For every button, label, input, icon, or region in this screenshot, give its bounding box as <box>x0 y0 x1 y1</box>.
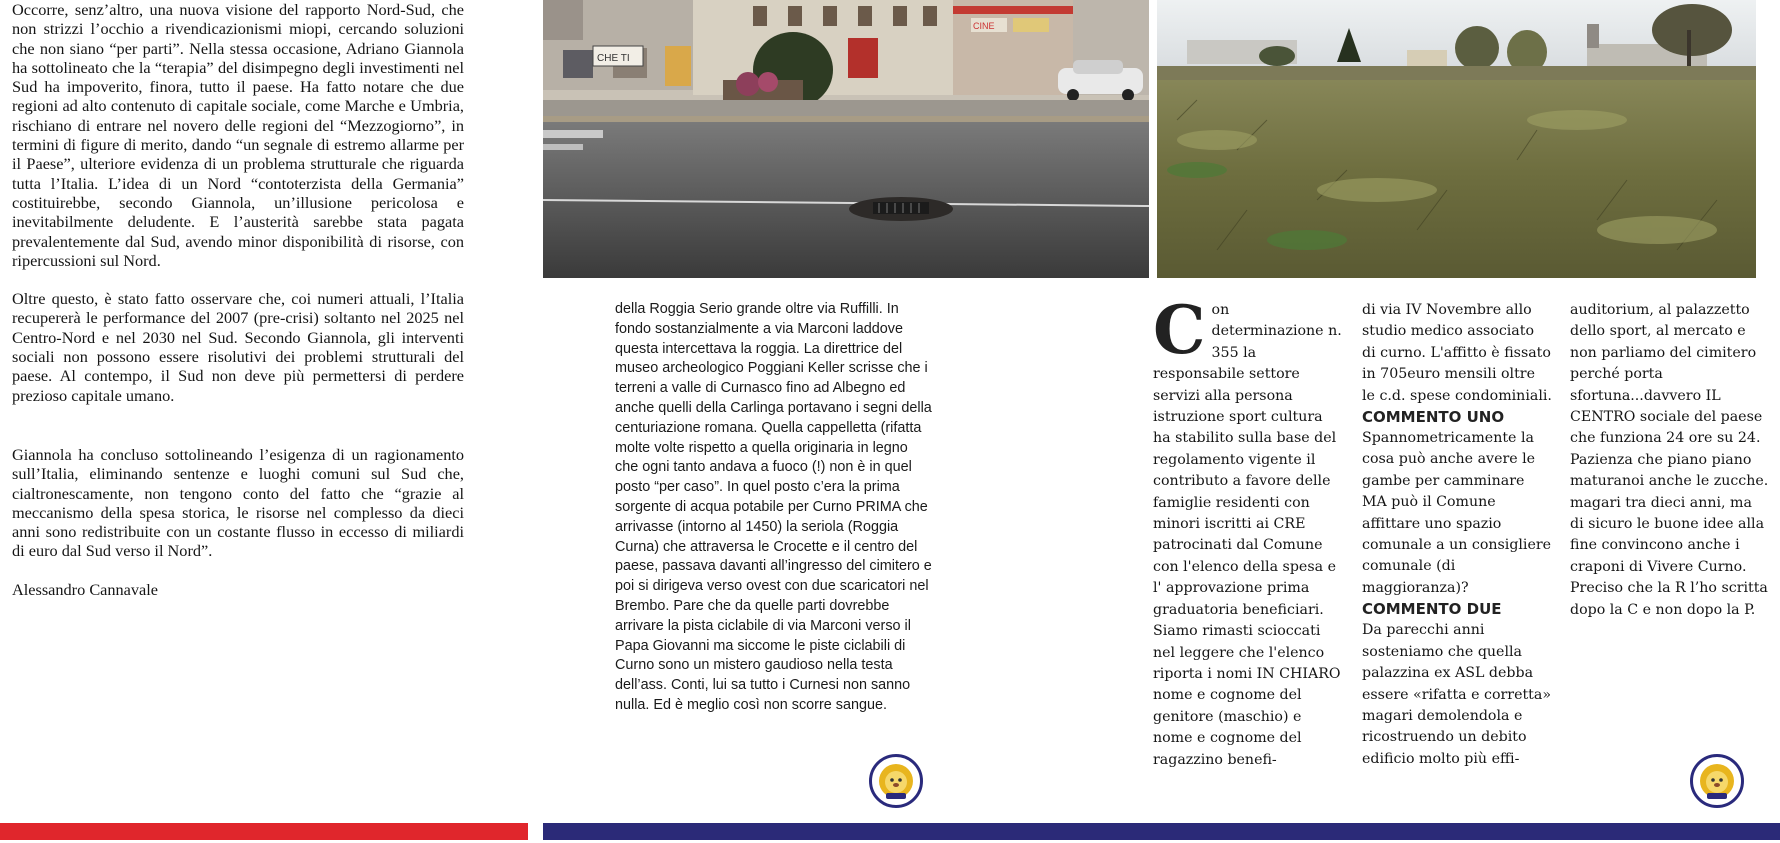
paragraph: Siamo rimasti scioccati nel leggere che l'elenco riporta i nomi IN CHIARO nome e cognome del genitore (maschio) e nome e cognome del ragazzino benefi- <box>1153 623 1341 768</box>
drop-cap: C <box>1153 291 1206 369</box>
paragraph: on determinazione n. 355 la responsabile settore servizi alla persona istruzione sport cultura ha stabilito sulla base del regolamento vigente il contributo a favore delle famiglie residenti con minori iscritti ai CRE patrocinati dal Comune con l'elenco della spesa e l' approvazione prima graduatoria beneficiari. <box>1153 302 1342 618</box>
article-column-4 <box>1362 300 1552 770</box>
field-photo <box>1157 0 1756 278</box>
paragraph: auditorium, al palazzetto dello sport, al mercato e non parliamo del cimitero perché porta sfortuna...davvero IL CENTRO sociale del paese che funziona 24 ore su 24. Pazienza che piano piano maturanoi anche le zucche. magari tra dieci anni, ma di sicuro le buone idee alla fine convincono anche i craponi di Vivere Curno. Preciso che la R l’ho scritta dopo la C e non dopo la P. <box>1570 302 1769 618</box>
section-heading: COMMENTO DUE <box>1362 600 1502 619</box>
author-signature: Alessandro Cannavale <box>12 579 159 599</box>
article-column-2 <box>615 300 933 716</box>
paragraph: Da parecchi anni sosteniamo che quella palazzina ex ASL debba essere «rifatta e corretta» magari demolendola e ricostruendo un debito edificio molto più effi- <box>1362 622 1552 767</box>
paragraph: di via IV Novembre allo studio medico associato di curno. L'affitto è fissato in 705euro mensili oltre le c.d. spese condominiali. <box>1362 302 1552 404</box>
footer-bar-blue <box>543 823 1780 840</box>
paragraph: Giannola ha concluso sottolineando l’esigenza di un ragionamento sull’Italia, eliminando sentenze e luoghi comuni sul Sud che, cialtronescamente, non tengono conto del fatto che “grazie al meccanismo della spesa storica, le risorse nel complesso da dieci anni sono redistribuite con un costante flusso in eccesso di miliardi di euro dal Sud verso il Nord”. <box>12 444 464 561</box>
lion-icon <box>869 754 923 808</box>
shop-sign: CHE TI <box>597 53 630 64</box>
paragraph: Occorre, senz’altro, una nuova visione del rapporto Nord-Sud, che non strizzi l’occhio a rivendicazionismi miopi, cercando soluzioni che non siano “per parti”. Nella stessa occasione, Adriano Giannola ha sottolineato che la “terapia” del disimpegno degli investimenti nel Sud ha impoverito, finora, tutto il paese. Ha fatto notare che due regioni ad alto contenuto di capitale sociale, come Marche e Umbria, rischiano di entrare nel novero delle regioni del “Mezzogiorno”, in termini di figure di merito, dando “un segnale di estremo allarme per il Paese”, ulteriore evidenza di un problema strutturale che riguarda tutta l’Italia. L’idea di un Nord “contoterzista della Germania” costituirebbe, secondo Giannola, un’illusione pericolosa e inevitabilmente deludente. E l’austerità sarebbe stata pagata prevalentemente dal Sud, avendo minor disponibilità di risorse, con ripercussioni sul Nord. <box>12 0 464 270</box>
article-column-5 <box>1570 300 1770 621</box>
paragraph: della Roggia Serio grande oltre via Ruffilli. In fondo sostanzialmente a via Marconi laddove questa intercettava la roggia. La direttrice del museo archeologico Poggiani Keller scrisse che i terreni a valle di Curnasco fino ad Albegno ed anche quelli della Carlinga portavano i segni della centuriazione romana. Quella cappelletta (rifatta molte volte rispetto a quella originaria in legno che ogni tanto andava a fuoco (!) non è in quel posto “per caso”. In quel posto c’era la prima sorgente di acqua potabile per Curno PRIMA che arrivasse (intorno al 1450) la seriola (Roggia Curna) che attraversa le Crocette e il centro del paese, passava davanti all’ingresso del cimitero e poi si dirigeva verso ovest con due scaricatori nel Brembo. Pare che da quelle parti dovrebbe arrivare la pista ciclabile di via Marconi verso il Papa Giovanni ma siccome le piste ciclabili di Curno sono un mistero gaudioso nella testa dell’ass. Conti, lui sa tutto i Curnesi non sanno nulla. Ed è meglio così non scorre sangue. <box>615 301 932 713</box>
paragraph: Oltre questo, è stato fatto osservare che, coi numeri attuali, l’Italia recupererà le performance del 2007 (pre-crisi) soltanto nel 2025 nel Centro-Nord e nel 2030 nel Sud. Secondo Giannola, gli interventi sociali non possono essere risolutivi dei problemi strutturali del paese. Al contempo, il Sud non deve più permettersi di perdere prezioso capitale umano. <box>12 289 464 405</box>
paragraph: Spannometricamente la cosa può anche avere le gambe per camminare MA può il Comune affittare uno spazio comunale a un consigliere comunale (di maggioranza)? <box>1362 430 1552 596</box>
article-column-3 <box>1153 291 1343 771</box>
street-photo <box>543 0 1149 278</box>
lion-icon <box>1690 754 1744 808</box>
section-heading: COMMENTO UNO <box>1362 408 1505 427</box>
article-column-1 <box>12 0 464 618</box>
shop-sign: CINE <box>973 21 995 31</box>
footer-bar-red <box>0 823 528 840</box>
